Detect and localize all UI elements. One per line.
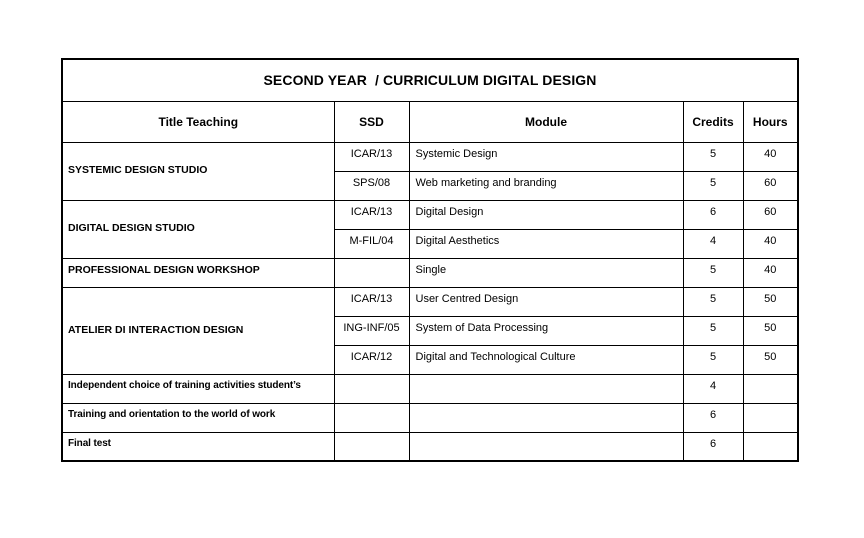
credits-cell: 6 (683, 403, 743, 432)
module-cell: Digital Aesthetics (409, 229, 683, 258)
hours-cell: 50 (743, 316, 798, 345)
ssd-cell: ICAR/13 (334, 200, 409, 229)
hours-cell: 40 (743, 142, 798, 171)
table-row (62, 200, 798, 229)
credits-cell: 6 (683, 200, 743, 229)
module-cell: Systemic Design (409, 142, 683, 171)
hours-cell: 60 (743, 200, 798, 229)
credits-cell: 5 (683, 316, 743, 345)
module-cell: Web marketing and branding (409, 171, 683, 200)
ssd-cell (334, 432, 409, 461)
table-title: SECOND YEAR / CURRICULUM DIGITAL DESIGN (62, 59, 798, 101)
group-title-final-test: Final test (62, 432, 334, 461)
hours-cell: 40 (743, 258, 798, 287)
hours-cell (743, 432, 798, 461)
credits-cell: 5 (683, 258, 743, 287)
group-title-independent-choice: Independent choice of training activities student’s (62, 374, 334, 403)
ssd-cell (334, 258, 409, 287)
ssd-cell: M-FIL/04 (334, 229, 409, 258)
table-row (62, 374, 798, 403)
hours-cell: 60 (743, 171, 798, 200)
credits-cell: 5 (683, 287, 743, 316)
group-title-digital-design-studio: DIGITAL DESIGN STUDIO (62, 200, 334, 258)
table-title-row (62, 59, 798, 101)
module-cell: Digital and Technological Culture (409, 345, 683, 374)
module-cell (409, 403, 683, 432)
module-cell (409, 432, 683, 461)
hours-cell: 40 (743, 229, 798, 258)
table-row (62, 432, 798, 461)
module-cell: User Centred Design (409, 287, 683, 316)
module-cell: Digital Design (409, 200, 683, 229)
credits-cell: 5 (683, 142, 743, 171)
table-row (62, 287, 798, 316)
ssd-cell (334, 403, 409, 432)
ssd-cell: ING-INF/05 (334, 316, 409, 345)
credits-cell: 4 (683, 374, 743, 403)
credits-cell: 4 (683, 229, 743, 258)
group-title-professional-design-workshop: PROFESSIONAL DESIGN WORKSHOP (62, 258, 334, 287)
module-cell (409, 374, 683, 403)
column-header-ssd: SSD (334, 101, 409, 142)
table-row (62, 142, 798, 171)
table-row (62, 403, 798, 432)
column-header-title-teaching: Title Teaching (62, 101, 334, 142)
module-cell: Single (409, 258, 683, 287)
credits-cell: 5 (683, 345, 743, 374)
table-row (62, 258, 798, 287)
hours-cell: 50 (743, 287, 798, 316)
column-header-module: Module (409, 101, 683, 142)
ssd-cell: ICAR/12 (334, 345, 409, 374)
group-title-atelier-di-interaction-design: ATELIER DI INTERACTION DESIGN (62, 287, 334, 374)
group-title-training-and-orientation: Training and orientation to the world of work (62, 403, 334, 432)
hours-cell: 50 (743, 345, 798, 374)
curriculum-table (61, 58, 799, 462)
ssd-cell: SPS/08 (334, 171, 409, 200)
hours-cell (743, 374, 798, 403)
ssd-cell: ICAR/13 (334, 142, 409, 171)
credits-cell: 6 (683, 432, 743, 461)
curriculum-table-container (61, 58, 799, 462)
credits-cell: 5 (683, 171, 743, 200)
ssd-cell (334, 374, 409, 403)
module-cell: System of Data Processing (409, 316, 683, 345)
column-header-row (62, 101, 798, 142)
group-title-systemic-design-studio: SYSTEMIC DESIGN STUDIO (62, 142, 334, 200)
column-header-credits: Credits (683, 101, 743, 142)
ssd-cell: ICAR/13 (334, 287, 409, 316)
hours-cell (743, 403, 798, 432)
column-header-hours: Hours (743, 101, 798, 142)
